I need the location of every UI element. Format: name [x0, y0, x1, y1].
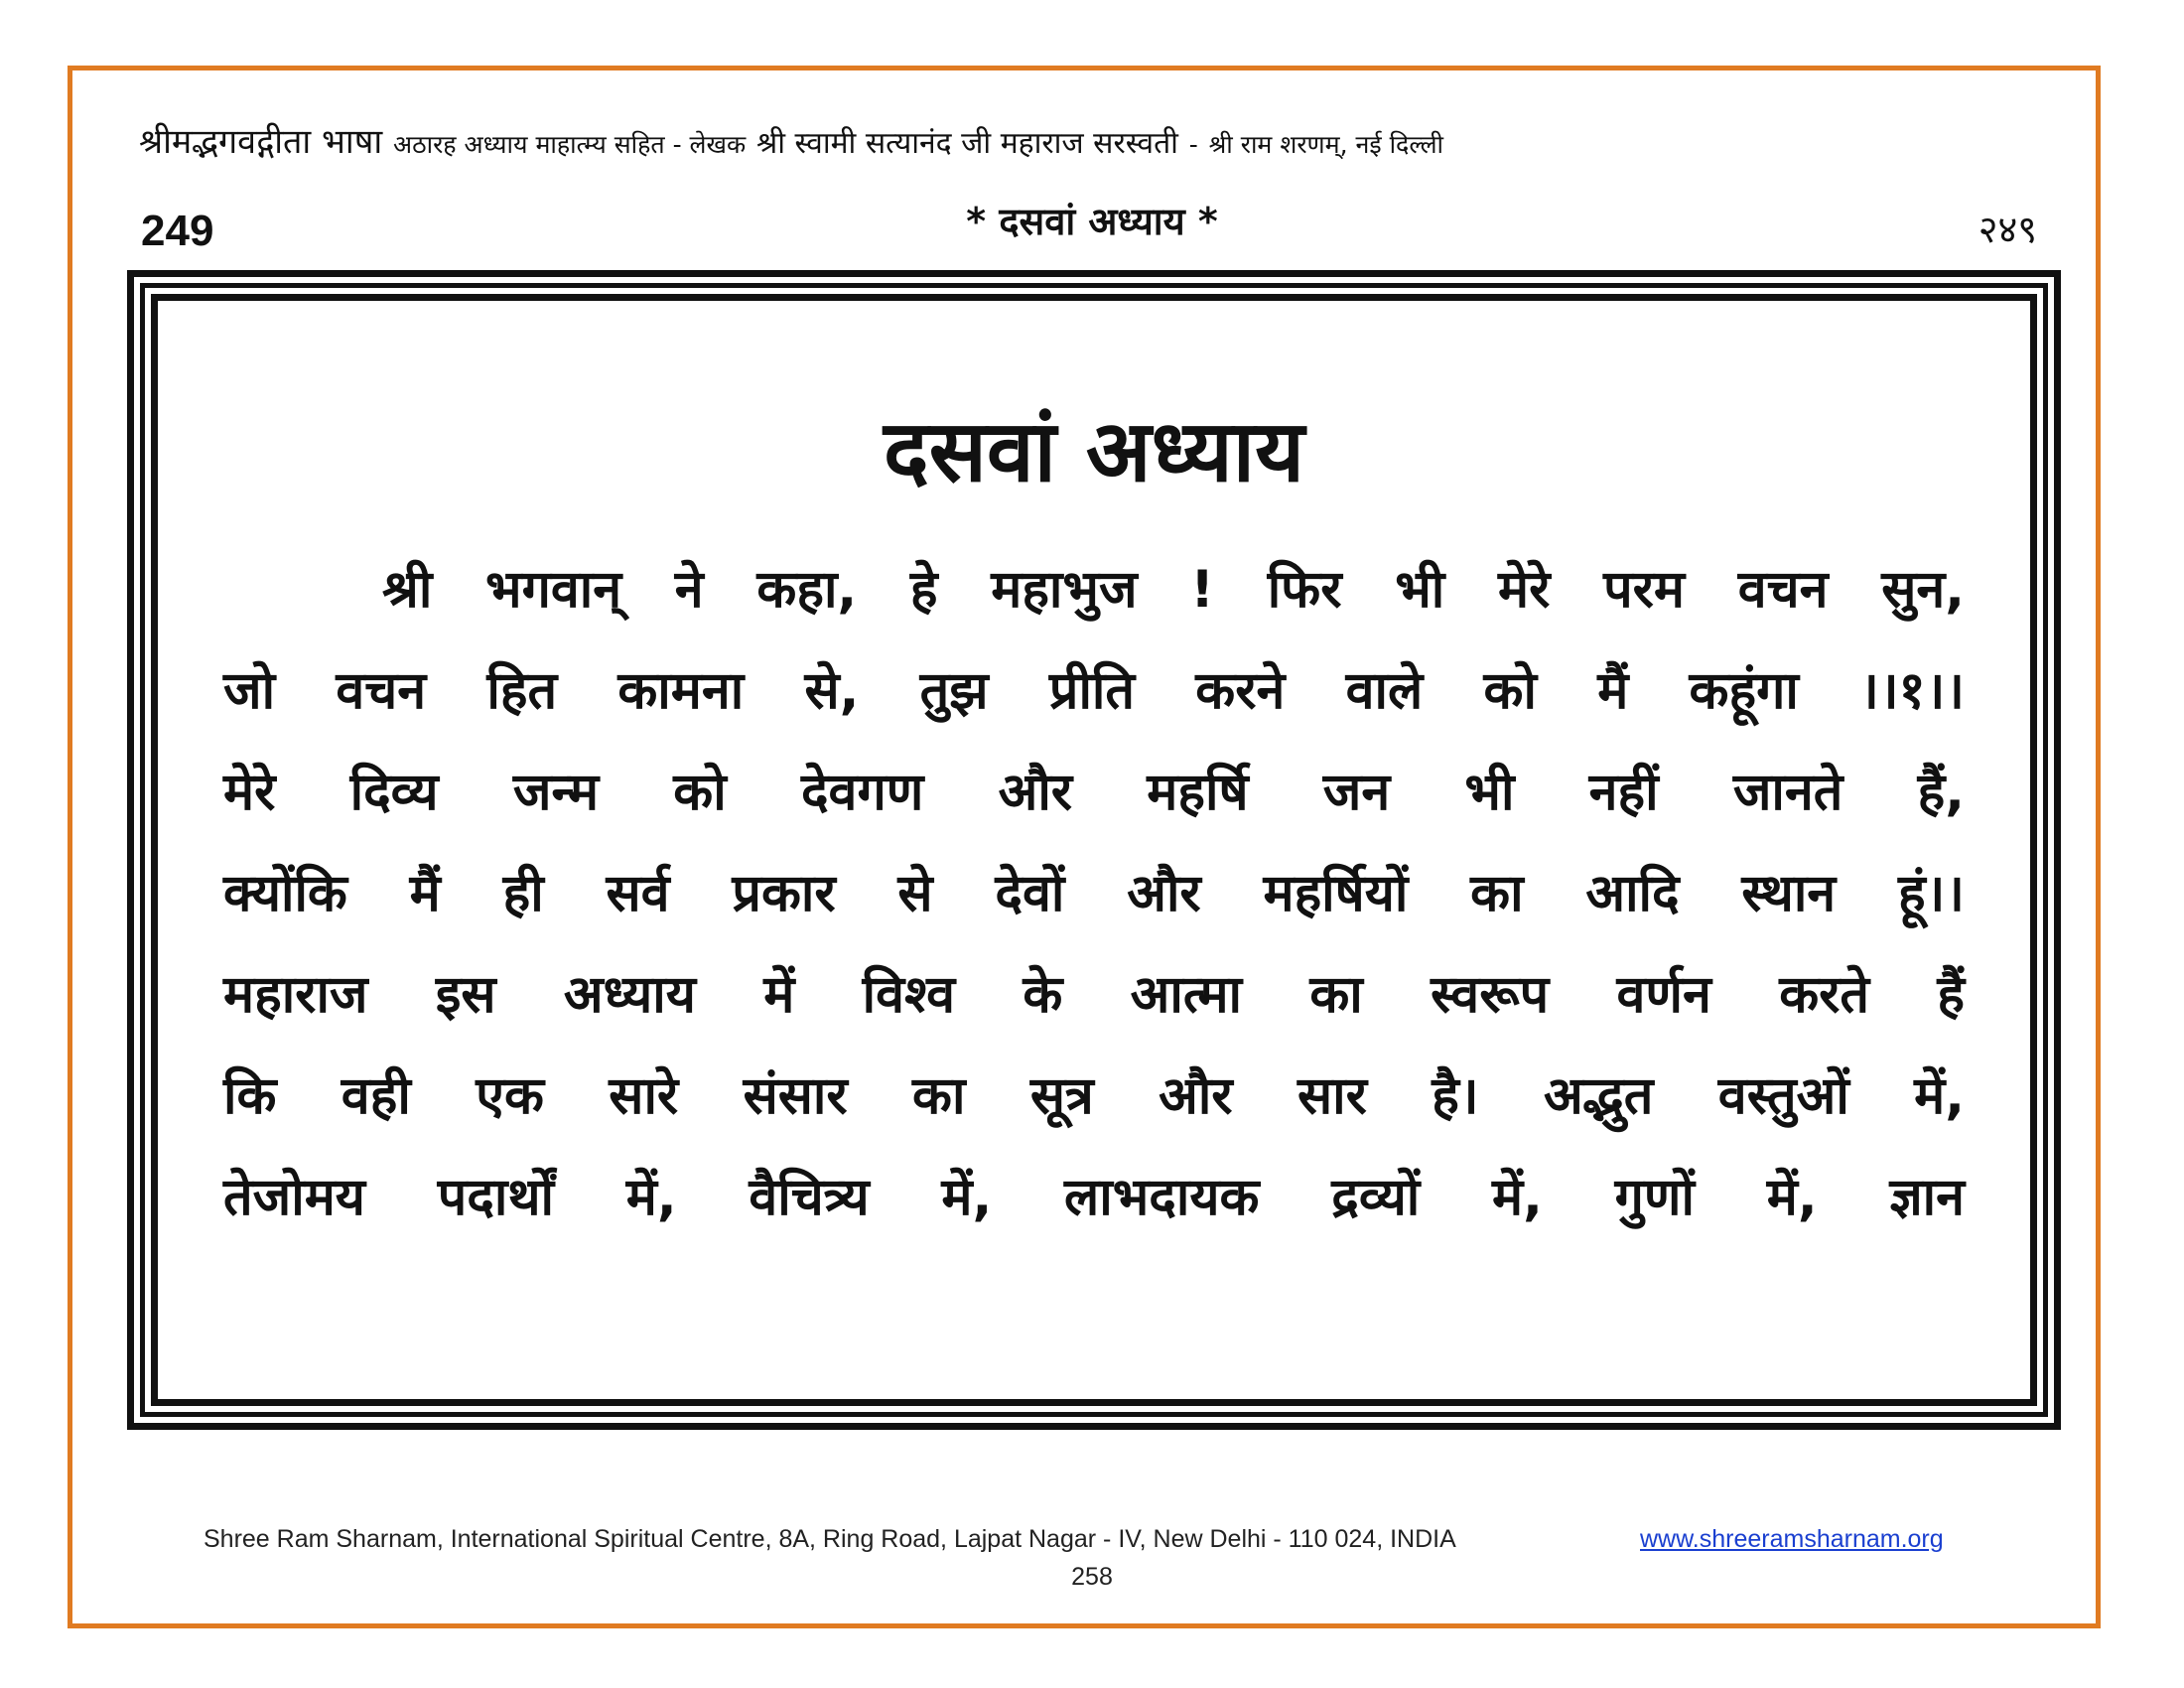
footer-page-number: 258 — [1071, 1563, 1113, 1591]
page-number-left: 249 — [141, 207, 214, 255]
chapter-header: * दसवां अध्याय * — [966, 200, 1218, 243]
page-number-right: २४९ — [1978, 208, 2037, 251]
book-publisher: श्री राम शरणम्, नई दिल्ली — [1208, 130, 1444, 159]
verse-line: क्योंकि मैं ही सर्व प्रकार से देवों और महर्षियों का आदि स्थान हूं।। — [223, 864, 1965, 923]
frame-inner-border — [151, 294, 2037, 1406]
book-title: श्रीमद्भगवद्गीता भाषा — [139, 122, 383, 162]
verse-line: तेजोमय पदार्थों में, वैचित्र्य में, लाभदायक द्रव्यों में, गुणों में, ज्ञान — [223, 1168, 1965, 1227]
book-author: श्री स्वामी सत्यानंद जी महाराज सरस्वती — [755, 126, 1178, 161]
verse-line: मेरे दिव्य जन्म को देवगण और महर्षि जन भी नहीं जानते हैं, — [223, 763, 1965, 822]
chapter-title: दसवां अध्याय — [884, 402, 1304, 501]
verse-text-block — [223, 539, 1965, 1248]
verse-line: महाराज इस अध्याय में विश्व के आत्मा का स्वरूप वर्णन करते हैं — [223, 965, 1965, 1025]
header-separator: - — [1188, 130, 1198, 159]
book-header — [139, 117, 2065, 163]
verse-line: कि वही एक सारे संसार का सूत्र और सार है। अद्भुत वस्तुओं में, — [223, 1066, 1965, 1126]
website-link[interactable]: www.shreeramsharnam.org — [1640, 1525, 1944, 1553]
decorative-frame — [127, 270, 2061, 1430]
verse-line: श्री भगवान् ने कहा, हे महाभुज ! फिर भी मेरे परम वचन सुन, — [382, 560, 1965, 620]
book-subtitle: अठारह अध्याय माहात्म्य सहित - लेखक — [392, 130, 747, 159]
footer-address: Shree Ram Sharnam, International Spiritual Centre, 8A, Ring Road, Lajpat Nagar - IV, New Delhi - 110 024, INDIA — [204, 1525, 1456, 1553]
frame-middle-border — [140, 283, 2048, 1417]
verse-line: जो वचन हित कामना से, तुझ प्रीति करने वाले को मैं कहूंगा ।।१।। — [223, 661, 1965, 721]
